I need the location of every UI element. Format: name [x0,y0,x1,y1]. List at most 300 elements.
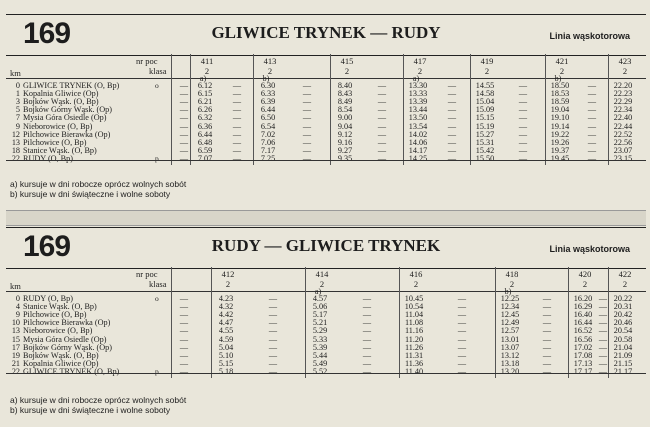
empty-cell-dash: — [518,153,528,163]
column-rule [470,54,471,78]
empty-cell-dash: — [362,318,372,328]
departure-time: 5.44 [312,350,328,360]
empty-cell-dash: — [268,350,278,360]
empty-cell-dash: — [518,97,528,107]
station-name: Nieborowice (O, Bp) [23,121,93,131]
departure-time: 6.30 [260,81,276,90]
empty-cell-dash: — [302,97,312,107]
route-title: GLIWICE TRYNEK — RUDY [211,23,441,42]
departure-time: 8.54 [337,105,353,115]
train-note: a) [412,74,420,83]
departure-time: 12.57 [500,326,520,336]
empty-cell-dash: — [518,121,528,131]
train-class: 2 [509,279,515,289]
train-number: 420 [578,269,592,279]
empty-cell-dash: — [447,153,457,163]
klasa-label: klasa [149,66,167,76]
empty-cell-dash: — [598,318,608,328]
empty-cell-dash: — [598,358,608,368]
empty-cell-dash: — [179,89,189,99]
departure-time: 5.33 [312,334,328,344]
empty-cell-dash: — [447,81,457,90]
departure-time: 20.46 [613,318,633,328]
departure-time: 7.17 [260,145,276,155]
departure-time: 11.04 [404,310,424,320]
train-class: 2 [484,66,490,76]
empty-cell-dash: — [377,81,387,90]
departure-time: 20.22 [613,294,633,303]
km-value: 1 [15,89,20,99]
station-name: Pilchowice Bierawka (Op) [23,129,111,139]
timetable-section-rudy-gliwice [6,227,646,422]
departure-time: 13.30 [408,81,428,90]
empty-cell-dash: — [362,366,372,376]
train-class: 2 [267,66,273,76]
departure-time: 4.32 [218,302,234,312]
train-number: 414 [315,269,329,279]
empty-cell-dash: — [302,81,312,90]
departure-time: 18.53 [550,89,570,99]
empty-cell-dash: — [179,81,189,90]
departure-time: 19.45 [550,153,570,163]
empty-cell-dash: — [232,153,242,163]
departure-time: 6.26 [197,105,213,115]
timetable-page [6,14,646,422]
departure-time: 19.14 [550,121,570,131]
departure-time: 21.09 [613,350,633,360]
empty-cell-dash: — [268,366,278,376]
km-value: 0 [15,81,20,90]
departure-time: 14.06 [408,137,428,147]
empty-cell-dash: — [447,145,457,155]
km-value: 13 [11,326,20,336]
station-name: Nieborowice (O, Bp) [23,326,93,336]
train-number: 419 [480,56,494,66]
nr-poc-label: nr poc [136,56,158,66]
departure-time: 22.20 [613,81,633,90]
empty-cell-dash: — [377,145,387,155]
departure-time: 17.17 [573,366,593,376]
departure-time: 4.42 [218,310,234,320]
empty-cell-dash: — [232,129,242,139]
column-rule [330,54,331,78]
train-note: b) [262,74,270,83]
station-name: Pilchowice (O, Bp) [23,310,87,320]
empty-cell-dash: — [268,358,278,368]
column-rule [608,54,609,78]
departure-time: 22.56 [613,137,633,147]
departure-time: 6.21 [197,97,213,107]
footnote-b: b) kursuje w dni świąteczne i wolne soboty [10,405,171,415]
departure-time: 20.58 [613,334,633,344]
departure-time: 14.55 [475,81,495,90]
empty-cell-dash: — [268,342,278,352]
empty-cell-dash: — [587,137,597,147]
departure-time: 14.25 [408,153,428,163]
station-row [6,90,646,98]
departure-time: 13.39 [408,97,428,107]
departure-time: 5.21 [312,318,328,328]
empty-cell-dash: — [377,97,387,107]
train-class: 2 [622,66,628,76]
departure-time: 15.04 [475,97,495,107]
column-rule [171,267,172,291]
km-value: 9 [15,310,20,320]
departure-time: 6.44 [260,105,276,115]
departure-time: 22.40 [613,113,633,123]
empty-cell-dash: — [268,318,278,328]
empty-cell-dash: — [268,326,278,336]
departure-time: 21.17 [613,366,633,376]
empty-cell-dash: — [598,310,608,320]
empty-cell-dash: — [232,81,242,90]
departure-time: 4.59 [218,334,234,344]
departure-time: 8.40 [337,81,353,90]
klasa-label: klasa [149,279,167,289]
departure-time: 21.04 [613,342,633,352]
train-note: a) [199,74,207,83]
empty-cell-dash: — [302,113,312,123]
km-value: 21 [11,358,20,368]
empty-cell-dash: — [179,326,189,336]
departure-time: 11.31 [404,350,424,360]
empty-cell-dash: — [542,366,552,376]
empty-cell-dash: — [518,105,528,115]
empty-cell-dash: — [598,350,608,360]
empty-cell-dash: — [302,153,312,163]
km-value: 13 [11,137,20,147]
train-number: 422 [618,269,632,279]
empty-cell-dash: — [598,302,608,312]
station-name: GLIWICE TRYNEK (O, Bp) [23,366,120,376]
station-name: GLIWICE TRYNEK (O, Bp) [23,81,120,90]
empty-cell-dash: — [518,89,528,99]
train-number: 416 [409,269,423,279]
empty-cell-dash: — [518,129,528,139]
arrive-depart-mark: o [155,294,159,303]
empty-cell-dash: — [179,129,189,139]
departure-time: 5.04 [218,342,234,352]
departure-time: 19.22 [550,129,570,139]
departure-time: 20.31 [613,302,633,312]
station-row [6,155,646,163]
empty-cell-dash: — [232,105,242,115]
arrive-depart-mark: o [155,81,159,90]
departure-time: 12.45 [500,310,520,320]
empty-cell-dash: — [179,310,189,320]
train-number: 417 [413,56,427,66]
line-number: 169 [23,230,71,263]
empty-cell-dash: — [302,105,312,115]
empty-cell-dash: — [377,105,387,115]
km-value: 18 [11,145,20,155]
departure-time: 13.01 [500,334,520,344]
empty-cell-dash: — [377,129,387,139]
departure-time: 16.56 [573,334,593,344]
footnote-a: a) kursuje w dni robocze oprócz wolnych sobót [10,395,187,405]
departure-time: 12.25 [500,294,520,303]
station-name: Pilchowice (O, Bp) [23,137,87,147]
departure-time: 6.39 [260,97,276,107]
train-note: b) [554,74,562,83]
departure-time: 13.12 [500,350,520,360]
empty-cell-dash: — [447,113,457,123]
empty-cell-dash: — [587,145,597,155]
empty-cell-dash: — [542,326,552,336]
km-value: 4 [15,302,20,312]
departure-time: 15.50 [475,153,495,163]
station-name: Kopalnia Gliwice (Op) [23,89,99,99]
empty-cell-dash: — [447,129,457,139]
departure-time: 6.12 [197,81,213,90]
empty-cell-dash: — [302,137,312,147]
departure-time: 6.36 [197,121,213,131]
departure-time: 6.15 [197,89,213,99]
departure-time: 18.59 [550,97,570,107]
empty-cell-dash: — [179,334,189,344]
departure-time: 5.18 [218,366,234,376]
departure-time: 5.29 [312,326,328,336]
empty-cell-dash: — [587,129,597,139]
departure-time: 6.48 [197,137,213,147]
km-value: 3 [15,97,20,107]
empty-cell-dash: — [447,105,457,115]
departure-time: 11.16 [404,326,424,336]
departure-time: 16.20 [573,294,593,303]
departure-time: 19.04 [550,105,570,115]
empty-cell-dash: — [302,121,312,131]
km-value: 7 [15,113,20,123]
empty-cell-dash: — [457,342,467,352]
empty-cell-dash: — [587,153,597,163]
train-class: 2 [622,279,628,289]
empty-cell-dash: — [362,334,372,344]
empty-cell-dash: — [447,121,457,131]
station-name: Stanice Wąsk. (O, Bp) [23,145,97,155]
departure-time: 5.15 [218,358,234,368]
empty-cell-dash: — [542,302,552,312]
km-label: km [10,68,21,78]
departure-time: 13.20 [500,366,520,376]
station-name: Bojków Górny Wąsk. (Op) [23,105,112,115]
empty-cell-dash: — [542,310,552,320]
departure-time: 16.40 [573,310,593,320]
km-value: 17 [11,342,20,352]
empty-cell-dash: — [179,153,189,163]
train-class: 2 [319,279,325,289]
departure-time: 5.17 [312,310,328,320]
departure-time: 22.29 [613,97,633,107]
empty-cell-dash: — [457,350,467,360]
line-number: 169 [23,17,71,50]
empty-cell-dash: — [587,105,597,115]
empty-cell-dash: — [268,334,278,344]
empty-cell-dash: — [179,302,189,312]
empty-cell-dash: — [457,366,467,376]
departure-time: 9.12 [337,129,353,139]
train-class: 2 [225,279,231,289]
km-label: km [10,281,21,291]
departure-time: 22.23 [613,89,633,99]
empty-cell-dash: — [587,89,597,99]
station-name: RUDY (O, Bp) [23,294,73,303]
empty-cell-dash: — [377,121,387,131]
arrive-depart-mark: p [155,366,159,376]
empty-cell-dash: — [362,326,372,336]
station-row [6,82,646,90]
station-name: Pilchowice Bierawka (Op) [23,318,111,328]
table-bottom-rule [6,373,646,374]
departure-time: 16.44 [573,318,593,328]
departure-time: 17.02 [573,342,593,352]
empty-cell-dash: — [268,310,278,320]
departure-time: 23.15 [613,153,633,163]
departure-time: 9.27 [337,145,353,155]
departure-time: 14.02 [408,129,428,139]
empty-cell-dash: — [179,145,189,155]
departure-time: 6.32 [197,113,213,123]
departure-time: 4.57 [312,294,328,303]
column-rule [608,267,609,291]
km-value: 12 [11,129,20,139]
empty-cell-dash: — [457,326,467,336]
station-row [6,147,646,155]
departure-time: 13.18 [500,358,520,368]
empty-cell-dash: — [587,97,597,107]
empty-cell-dash: — [179,105,189,115]
departure-time: 21.15 [613,358,633,368]
empty-cell-dash: — [268,302,278,312]
empty-cell-dash: — [457,302,467,312]
departure-time: 7.25 [260,153,276,163]
empty-cell-dash: — [362,294,372,303]
empty-cell-dash: — [302,145,312,155]
departure-time: 22.52 [613,129,633,139]
empty-cell-dash: — [447,97,457,107]
station-name: Stanice Wąsk. (O, Bp) [23,302,97,312]
departure-time: 8.49 [337,97,353,107]
departure-time: 11.36 [404,358,424,368]
empty-cell-dash: — [457,318,467,328]
empty-cell-dash: — [457,334,467,344]
departure-time: 9.16 [337,137,353,147]
section-divider [6,210,646,226]
station-name: RUDY (O, Bp) [23,153,73,163]
departure-time: 18.50 [550,81,570,90]
empty-cell-dash: — [232,97,242,107]
empty-cell-dash: — [362,310,372,320]
section-header [6,14,646,56]
column-rule [568,267,569,291]
empty-cell-dash: — [518,113,528,123]
empty-cell-dash: — [362,350,372,360]
departure-time: 16.29 [573,302,593,312]
empty-cell-dash: — [598,342,608,352]
empty-cell-dash: — [232,145,242,155]
empty-cell-dash: — [598,294,608,303]
departure-time: 5.06 [312,302,328,312]
section-header [6,227,646,269]
train-number: 421 [555,56,569,66]
station-row [6,114,646,122]
departure-time: 11.08 [404,318,424,328]
column-rule [211,267,212,291]
empty-cell-dash: — [179,342,189,352]
empty-cell-dash: — [542,358,552,368]
km-value: 22 [11,153,20,163]
table-bottom-rule [6,160,646,161]
departure-time: 4.47 [218,318,234,328]
timetable-section-gliwice-rudy [6,14,646,204]
empty-cell-dash: — [179,121,189,131]
empty-cell-dash: — [447,89,457,99]
train-class: 2 [413,279,419,289]
departure-time: 12.34 [500,302,520,312]
departure-time: 9.35 [337,153,353,163]
empty-cell-dash: — [179,358,189,368]
empty-cell-dash: — [179,350,189,360]
train-class: 2 [582,279,588,289]
departure-time: 17.08 [573,350,593,360]
km-value: 22 [11,366,20,376]
departure-time: 9.00 [337,113,353,123]
departure-time: 11.26 [404,342,424,352]
departure-time: 19.26 [550,137,570,147]
departure-time: 15.19 [475,121,495,131]
departure-time: 22.34 [613,105,633,115]
station-name: Mysia Góra Osiedle (Op) [23,334,107,344]
departure-time: 13.54 [408,121,428,131]
empty-cell-dash: — [232,137,242,147]
departure-time: 14.17 [408,145,428,155]
departure-time: 22.44 [613,121,633,131]
departure-time: 15.42 [475,145,495,155]
empty-cell-dash: — [179,113,189,123]
departure-time: 15.31 [475,137,495,147]
departure-time: 6.44 [197,129,213,139]
column-rule [399,267,400,291]
empty-cell-dash: — [232,89,242,99]
departure-time: 9.04 [337,121,353,131]
departure-time: 11.20 [404,334,424,344]
km-value: 19 [11,350,20,360]
empty-cell-dash: — [518,145,528,155]
departure-time: 13.50 [408,113,428,123]
route-title: RUDY — GLIWICE TRYNEK [211,236,441,255]
train-number: 413 [263,56,277,66]
empty-cell-dash: — [179,366,189,376]
empty-cell-dash: — [518,137,528,147]
nr-poc-label: nr poc [136,269,158,279]
departure-time: 16.52 [573,326,593,336]
train-class: 2 [559,66,565,76]
departure-time: 10.54 [404,302,424,312]
empty-cell-dash: — [377,137,387,147]
km-value: 9 [15,121,20,131]
empty-cell-dash: — [598,366,608,376]
departure-time: 14.58 [475,89,495,99]
empty-cell-dash: — [587,81,597,90]
line-type-label: Linia wąskotorowa [549,244,630,254]
line-type-label: Linia wąskotorowa [549,31,630,41]
departure-time: 5.52 [312,366,328,376]
departure-time: 10.45 [404,294,424,303]
train-note: a) [314,287,322,296]
empty-cell-dash: — [587,113,597,123]
train-number: 411 [200,56,214,66]
column-rule [171,54,172,78]
empty-cell-dash: — [302,129,312,139]
